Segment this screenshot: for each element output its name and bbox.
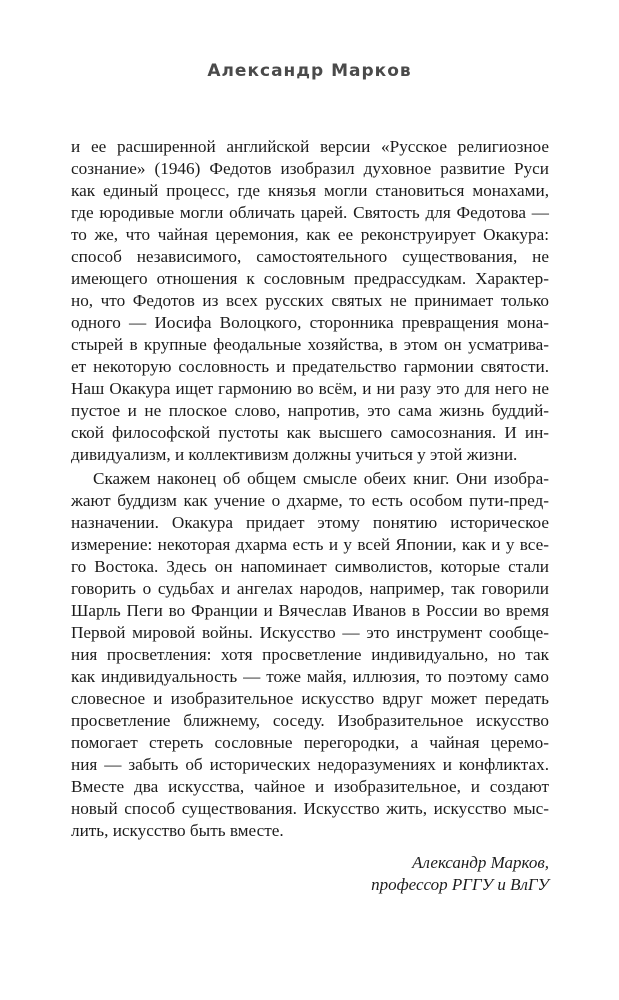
running-head-title: Александр Марков bbox=[207, 61, 412, 81]
paragraph-2-line-17: лить, искусство быть вместе. bbox=[71, 821, 284, 840]
paragraph-1-line-6: способ независимого, самостоятельного существования, не bbox=[71, 247, 549, 266]
paragraph-1-line-15: дивидуализм, и коллективизм должны учиться у этой жизни. bbox=[71, 445, 518, 464]
paragraph-1-line-7: имеющего отношения к сословным предрассудкам. Характер- bbox=[71, 269, 549, 288]
paragraph-1-line-14: ской философской пустоты как высшего самосознания. И ин- bbox=[71, 423, 549, 442]
paragraph-2-line-14: ния — забыть об исторических недоразумениях и конфликтах. bbox=[71, 755, 549, 774]
paragraph-2-line-1: Скажем наконец об общем смысле обеих книг. Они изобра- bbox=[93, 469, 549, 488]
paragraph-1-line-2: сознание» (1946) Федотов изобразил духовное развитие Руси bbox=[71, 159, 549, 178]
paragraph-2-line-10: как индивидуальность — тоже майя, иллюзия, то поэтому само bbox=[71, 667, 549, 686]
paragraph-2-line-6: говорить о судьбах и ангелах народов, например, так говорили bbox=[71, 579, 549, 598]
paragraph-2-line-7: Шарль Пеги во Франции и Вячеслав Иванов в России во время bbox=[71, 601, 549, 620]
paragraph-2-line-4: измерение: некоторая дхарма есть и у всей Японии, как и у все- bbox=[71, 535, 549, 554]
paragraph-2-line-9: ния просветления: хотя просветление индивидуально, но так bbox=[71, 645, 549, 664]
paragraph-2-line-12: просветление ближнему, соседу. Изобразительное искусство bbox=[71, 711, 549, 730]
paragraph-1-line-3: как единый процесс, где князья могли становиться монахами, bbox=[71, 181, 549, 200]
paragraph-1-line-10: стырей в крупные феодальные хозяйства, в этом он усматрива- bbox=[71, 335, 549, 354]
paragraph-1-line-12: Наш Окакура ищет гармонию во всём, и ни разу это для него не bbox=[71, 379, 549, 398]
paragraph-2-line-2: жают буддизм как учение о дхарме, то есть особом пути-пред- bbox=[71, 491, 549, 510]
paragraph-1-line-11: ет некоторую сословность и предательство гармонии святости. bbox=[71, 357, 549, 376]
paragraph-1-line-1: и ее расширенной английской версии «Русское религиозное bbox=[71, 137, 549, 156]
paragraph-2-line-8: Первой мировой войны. Искусство — это инструмент сообще- bbox=[71, 623, 549, 642]
paragraph-2-line-3: назначении. Окакура придает этому понятию историческое bbox=[71, 513, 549, 532]
paragraph-2-line-5: го Востока. Здесь он напоминает символистов, которые стали bbox=[71, 557, 549, 576]
signature-name: Александр Марков, bbox=[412, 853, 549, 872]
paragraph-1-line-4: где юродивые могли обличать царей. Святость для Федотова — bbox=[71, 203, 549, 222]
paragraph-1-line-5: то же, что чайная церемония, как ее реконструирует Окакура: bbox=[71, 225, 549, 244]
paragraph-2-line-16: новый способ существования. Искусство жить, искусство мыс- bbox=[71, 799, 549, 818]
paragraph-1-line-9: одного — Иосифа Волоцкого, сторонника превращения мона- bbox=[71, 313, 549, 332]
paragraph-2-line-15: Вместе два искусства, чайное и изобразительное, и создают bbox=[71, 777, 549, 796]
paragraph-2-line-13: помогает стереть сословные перегородки, а чайная церемо- bbox=[71, 733, 549, 752]
paragraph-1-line-13: пустое и не плоское слово, напротив, это сама жизнь буддий- bbox=[71, 401, 549, 420]
paragraph-1-line-8: но, что Федотов из всех русских святых не принимает только bbox=[71, 291, 549, 310]
paragraph-2-line-11: словесное и изобразительное искусство вдруг может передать bbox=[71, 689, 549, 708]
signature-affiliation: профессор РГГУ и ВлГУ bbox=[371, 875, 549, 894]
